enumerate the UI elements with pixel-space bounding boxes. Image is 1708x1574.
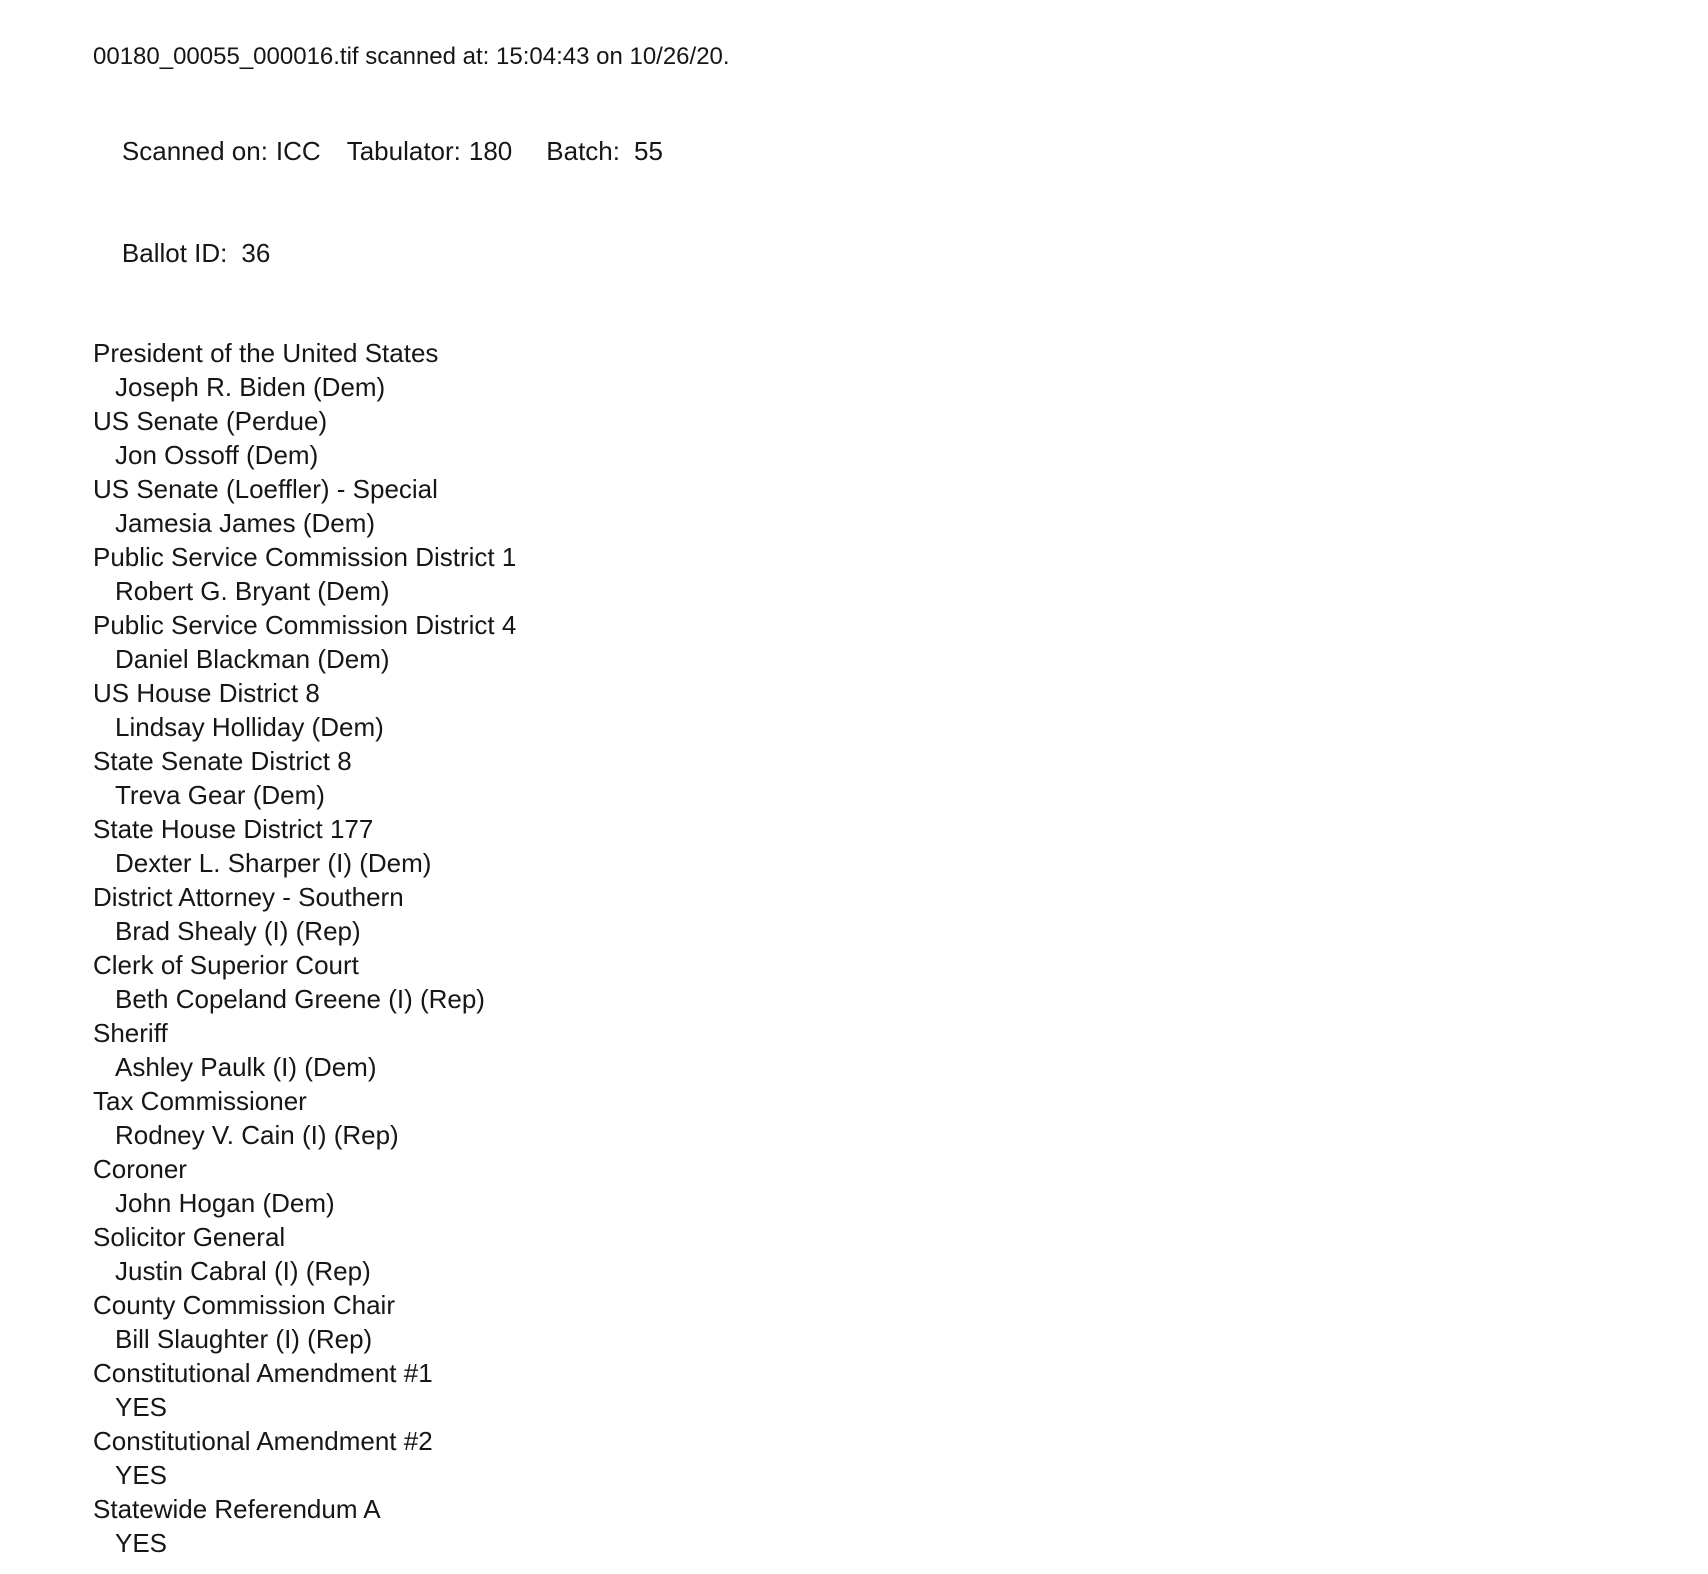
spacer — [93, 74, 1648, 100]
contest-row — [93, 744, 1648, 812]
contest-row — [93, 1492, 1648, 1560]
contest-row — [93, 1220, 1648, 1288]
contest-selection: YES — [115, 1460, 168, 1490]
contest-office: Solicitor General — [93, 1222, 286, 1252]
contest-row — [93, 1288, 1648, 1356]
scanned-on-value: ICC — [275, 136, 321, 166]
contest-row — [93, 948, 1648, 1016]
contest-selection: Joseph R. Biden (Dem) — [115, 372, 386, 402]
contest-selection: John Hogan (Dem) — [115, 1188, 335, 1218]
contest-list — [93, 336, 1648, 1560]
contest-selection: Bill Slaughter (I) (Rep) — [115, 1324, 373, 1354]
contest-office: US Senate (Loeffler) - Special — [93, 474, 438, 504]
scanned-on-label: Scanned on: — [121, 136, 268, 166]
contest-office: US Senate (Perdue) — [93, 406, 328, 436]
contest-office: President of the United States — [93, 338, 439, 368]
contest-selection: Robert G. Bryant (Dem) — [115, 576, 390, 606]
contest-row — [93, 812, 1648, 880]
tabulator-value: 180 — [468, 136, 513, 166]
contest-selection: YES — [115, 1392, 168, 1422]
contest-selection: Brad Shealy (I) (Rep) — [115, 916, 361, 946]
contest-selection: Justin Cabral (I) (Rep) — [115, 1256, 371, 1286]
spacer — [93, 304, 1648, 336]
contest-selection: YES — [115, 1528, 168, 1558]
batch-value: 55 — [634, 136, 663, 166]
contest-selection: Treva Gear (Dem) — [115, 780, 325, 810]
contest-office: Constitutional Amendment #1 — [93, 1358, 433, 1388]
contest-row — [93, 1152, 1648, 1220]
ballot-id-label: Ballot ID: — [121, 238, 228, 268]
contest-row — [93, 540, 1648, 608]
contest-row — [93, 404, 1648, 472]
contest-selection: Jon Ossoff (Dem) — [115, 440, 319, 470]
contest-office: Clerk of Superior Court — [93, 950, 359, 980]
contest-office: State Senate District 8 — [93, 746, 352, 776]
contest-office: Coroner — [93, 1154, 187, 1184]
contest-office: Tax Commissioner — [93, 1086, 307, 1116]
contest-office: Public Service Commission District 4 — [93, 610, 517, 640]
batch-label: Batch: — [546, 136, 620, 166]
contest-selection: Ashley Paulk (I) (Dem) — [115, 1052, 377, 1082]
contest-row — [93, 1084, 1648, 1152]
contest-office: Sheriff — [93, 1018, 168, 1048]
contest-selection: Dexter L. Sharper (I) (Dem) — [115, 848, 432, 878]
contest-selection: Rodney V. Cain (I) (Rep) — [115, 1120, 399, 1150]
contest-row — [93, 472, 1648, 540]
scan-info-line: 00180_00055_000016.tif scanned at: 15:04:43 on 10/26/20. — [93, 43, 730, 70]
contest-office: Constitutional Amendment #2 — [93, 1426, 433, 1456]
contest-row — [93, 880, 1648, 948]
ballot-id-line — [93, 202, 1648, 304]
contest-office: District Attorney - Southern — [93, 882, 404, 912]
tabulator-label: Tabulator: — [346, 136, 461, 166]
contest-row — [93, 1356, 1648, 1424]
contest-office: County Commission Chair — [93, 1290, 395, 1320]
contest-selection: Lindsay Holliday (Dem) — [115, 712, 384, 742]
contest-row — [93, 676, 1648, 744]
contest-office: State House District 177 — [93, 814, 374, 844]
contest-selection: Beth Copeland Greene (I) (Rep) — [115, 984, 485, 1014]
contest-office: Statewide Referendum A — [93, 1494, 381, 1524]
ballot-id-value: 36 — [241, 238, 271, 268]
contest-selection: Jamesia James (Dem) — [115, 508, 376, 538]
contest-office: US House District 8 — [93, 678, 320, 708]
contest-selection: Daniel Blackman (Dem) — [115, 644, 390, 674]
contest-row — [93, 608, 1648, 676]
contest-office: Public Service Commission District 1 — [93, 542, 517, 572]
scanner-meta-line — [93, 100, 1648, 202]
contest-row — [93, 1424, 1648, 1492]
contest-row — [93, 1016, 1648, 1084]
contest-row — [93, 336, 1648, 404]
